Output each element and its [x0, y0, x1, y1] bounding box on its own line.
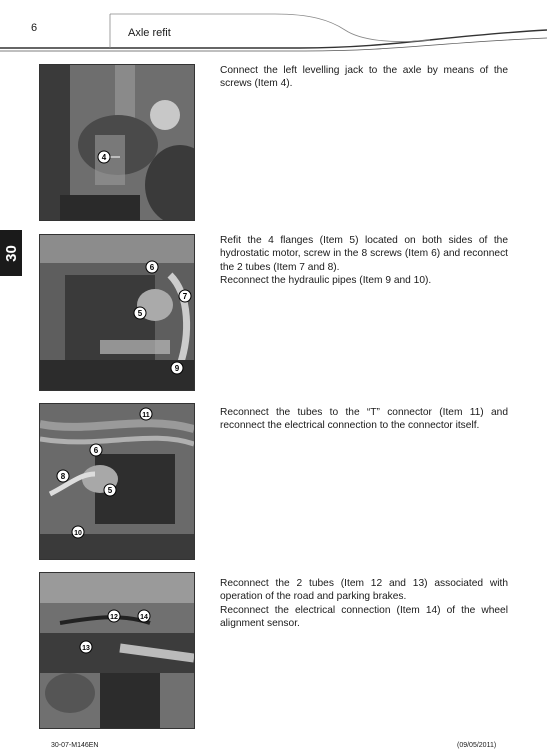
- callout-13: 13: [82, 645, 90, 652]
- page-number: 6: [31, 22, 38, 34]
- step-4-paragraph-2: Reconnect the electrical connection (Item 14) of the wheel alignment sensor.: [220, 604, 508, 630]
- step-3-text: [220, 406, 508, 433]
- doc-code: 30-07-M146EN: [51, 742, 99, 749]
- callout-5: 5: [137, 309, 143, 318]
- chapter-tab-label: 30: [2, 244, 20, 262]
- doc-date: (09/05/2011): [457, 742, 497, 749]
- callout-11: 11: [142, 412, 150, 419]
- header-swoosh: [0, 0, 547, 60]
- step-3-photo: [39, 403, 195, 560]
- callout-14: 14: [140, 614, 148, 621]
- callout-12: 12: [110, 614, 118, 621]
- step-2-text: [220, 234, 508, 288]
- callout-9: 9: [174, 364, 180, 373]
- callout-10: 10: [74, 530, 82, 537]
- section-title: Axle refit: [128, 27, 171, 39]
- step-2-photo: [39, 234, 195, 391]
- step-4-paragraph-1: Reconnect the 2 tubes (Item 12 and 13) associated with operation of the road and parking brakes.: [220, 578, 508, 603]
- step-1-photo: [39, 64, 195, 221]
- step-1-text: [220, 64, 508, 91]
- step-2-paragraph-1: Refit the 4 flanges (Item 5) located on both sides of the hydrostatic motor, screw in the 8 screws (Item 6) and reconnect the 2 tubes (Item 7 and 8).: [220, 235, 508, 273]
- step-1-paragraph-1: Connect the left levelling jack to the axle by means of the screws (Item 4).: [220, 65, 508, 90]
- callout-4: 4: [101, 153, 107, 162]
- callout-6: 6: [149, 263, 155, 272]
- callout-7: 7: [182, 292, 188, 301]
- callout-6: 6: [93, 446, 99, 455]
- callout-5: 5: [107, 486, 113, 495]
- callout-8: 8: [60, 472, 66, 481]
- step-4-photo: [39, 572, 195, 729]
- step-4-text: [220, 577, 508, 631]
- chapter-tab: [0, 230, 22, 276]
- step-2-paragraph-2: Reconnect the hydraulic pipes (Item 9 and 10).: [220, 275, 432, 287]
- step-3-paragraph-1: Reconnect the tubes to the “T” connector (Item 11) and reconnect the electrical connection to the connector itself.: [220, 407, 508, 432]
